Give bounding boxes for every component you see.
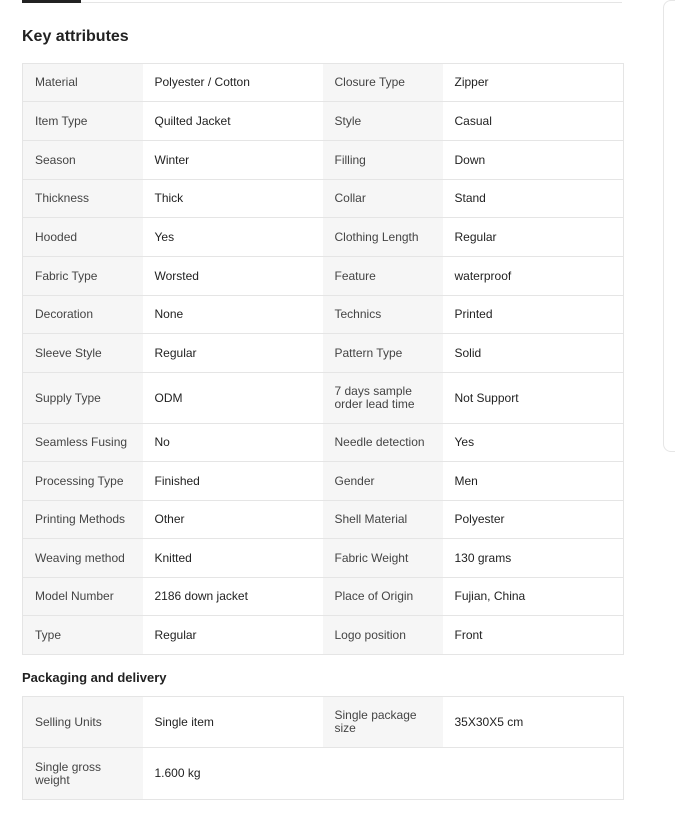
attribute-label: Fabric Type [23, 257, 143, 296]
attribute-value: Yes [143, 218, 323, 257]
attribute-label: Item Type [23, 102, 143, 141]
attribute-label: Sleeve Style [23, 334, 143, 373]
attribute-value: Casual [443, 102, 624, 141]
attribute-value: None [143, 296, 323, 334]
attribute-value: 35X30X5 cm [443, 697, 624, 748]
attribute-value: Down [443, 141, 624, 180]
attribute-row [23, 373, 624, 424]
tab-divider [22, 2, 622, 3]
attribute-label: Pattern Type [323, 334, 443, 373]
attribute-label: Type [23, 616, 143, 655]
attribute-value: Other [143, 501, 323, 539]
attribute-value: Worsted [143, 257, 323, 296]
attribute-label: Weaving method [23, 539, 143, 578]
attribute-value: waterproof [443, 257, 624, 296]
attribute-value: No [143, 424, 323, 462]
attribute-value: ODM [143, 373, 323, 424]
attribute-row [23, 64, 624, 102]
attribute-label: Season [23, 141, 143, 180]
attribute-value: Polyester / Cotton [143, 64, 323, 102]
attribute-label: Single gross weight [23, 748, 143, 800]
attribute-label: Decoration [23, 296, 143, 334]
attribute-label: Clothing Length [323, 218, 443, 257]
attribute-value: Men [443, 462, 624, 501]
attribute-row [23, 141, 624, 180]
attribute-value [443, 748, 624, 800]
attribute-value: Printed [443, 296, 624, 334]
attribute-label: Material [23, 64, 143, 102]
attribute-label: Shell Material [323, 501, 443, 539]
attribute-row [23, 748, 624, 800]
key-attributes-table [22, 63, 624, 655]
attribute-label: Hooded [23, 218, 143, 257]
side-panel-edge [663, 0, 675, 452]
attribute-row [23, 539, 624, 578]
attribute-value: Knitted [143, 539, 323, 578]
attribute-label: Selling Units [23, 697, 143, 748]
attribute-value: Thick [143, 180, 323, 218]
attribute-value: Quilted Jacket [143, 102, 323, 141]
attribute-value: Yes [443, 424, 624, 462]
attribute-value: Single item [143, 697, 323, 748]
attribute-label: Supply Type [23, 373, 143, 424]
attribute-label: Single package size [323, 697, 443, 748]
attribute-value: 2186 down jacket [143, 578, 323, 616]
attribute-label: Closure Type [323, 64, 443, 102]
attribute-label: Processing Type [23, 462, 143, 501]
attribute-value: Regular [443, 218, 624, 257]
attribute-row [23, 424, 624, 462]
attribute-label: Needle detection [323, 424, 443, 462]
attribute-label: 7 days sample order lead time [323, 373, 443, 424]
attribute-row [23, 218, 624, 257]
attribute-value: Polyester [443, 501, 624, 539]
attribute-label: Place of Origin [323, 578, 443, 616]
attribute-row [23, 296, 624, 334]
attribute-label: Seamless Fusing [23, 424, 143, 462]
attribute-label: Style [323, 102, 443, 141]
attribute-row [23, 334, 624, 373]
attribute-label [323, 748, 443, 800]
attribute-value: Finished [143, 462, 323, 501]
attribute-value: Not Support [443, 373, 624, 424]
attribute-row [23, 697, 624, 748]
attribute-label: Printing Methods [23, 501, 143, 539]
key-attributes-title: Key attributes [22, 28, 129, 45]
packaging-title: Packaging and delivery [22, 670, 167, 685]
attribute-value: 1.600 kg [143, 748, 323, 800]
active-tab-indicator [22, 0, 81, 3]
attribute-row [23, 578, 624, 616]
attribute-row [23, 180, 624, 218]
attribute-label: Fabric Weight [323, 539, 443, 578]
attribute-label: Collar [323, 180, 443, 218]
attribute-value: Stand [443, 180, 624, 218]
attribute-value: Winter [143, 141, 323, 180]
attribute-label: Model Number [23, 578, 143, 616]
attribute-value: Regular [143, 334, 323, 373]
attribute-value: Regular [143, 616, 323, 655]
attribute-value: Fujian, China [443, 578, 624, 616]
attribute-label: Gender [323, 462, 443, 501]
attribute-row [23, 462, 624, 501]
attribute-label: Logo position [323, 616, 443, 655]
attribute-value: Front [443, 616, 624, 655]
attribute-value: Zipper [443, 64, 624, 102]
attribute-row [23, 102, 624, 141]
attribute-row [23, 501, 624, 539]
attribute-value: 130 grams [443, 539, 624, 578]
attribute-row [23, 616, 624, 655]
attribute-label: Feature [323, 257, 443, 296]
attribute-label: Technics [323, 296, 443, 334]
attribute-value: Solid [443, 334, 624, 373]
attribute-label: Thickness [23, 180, 143, 218]
attribute-row [23, 257, 624, 296]
attribute-label: Filling [323, 141, 443, 180]
packaging-table [22, 696, 624, 800]
